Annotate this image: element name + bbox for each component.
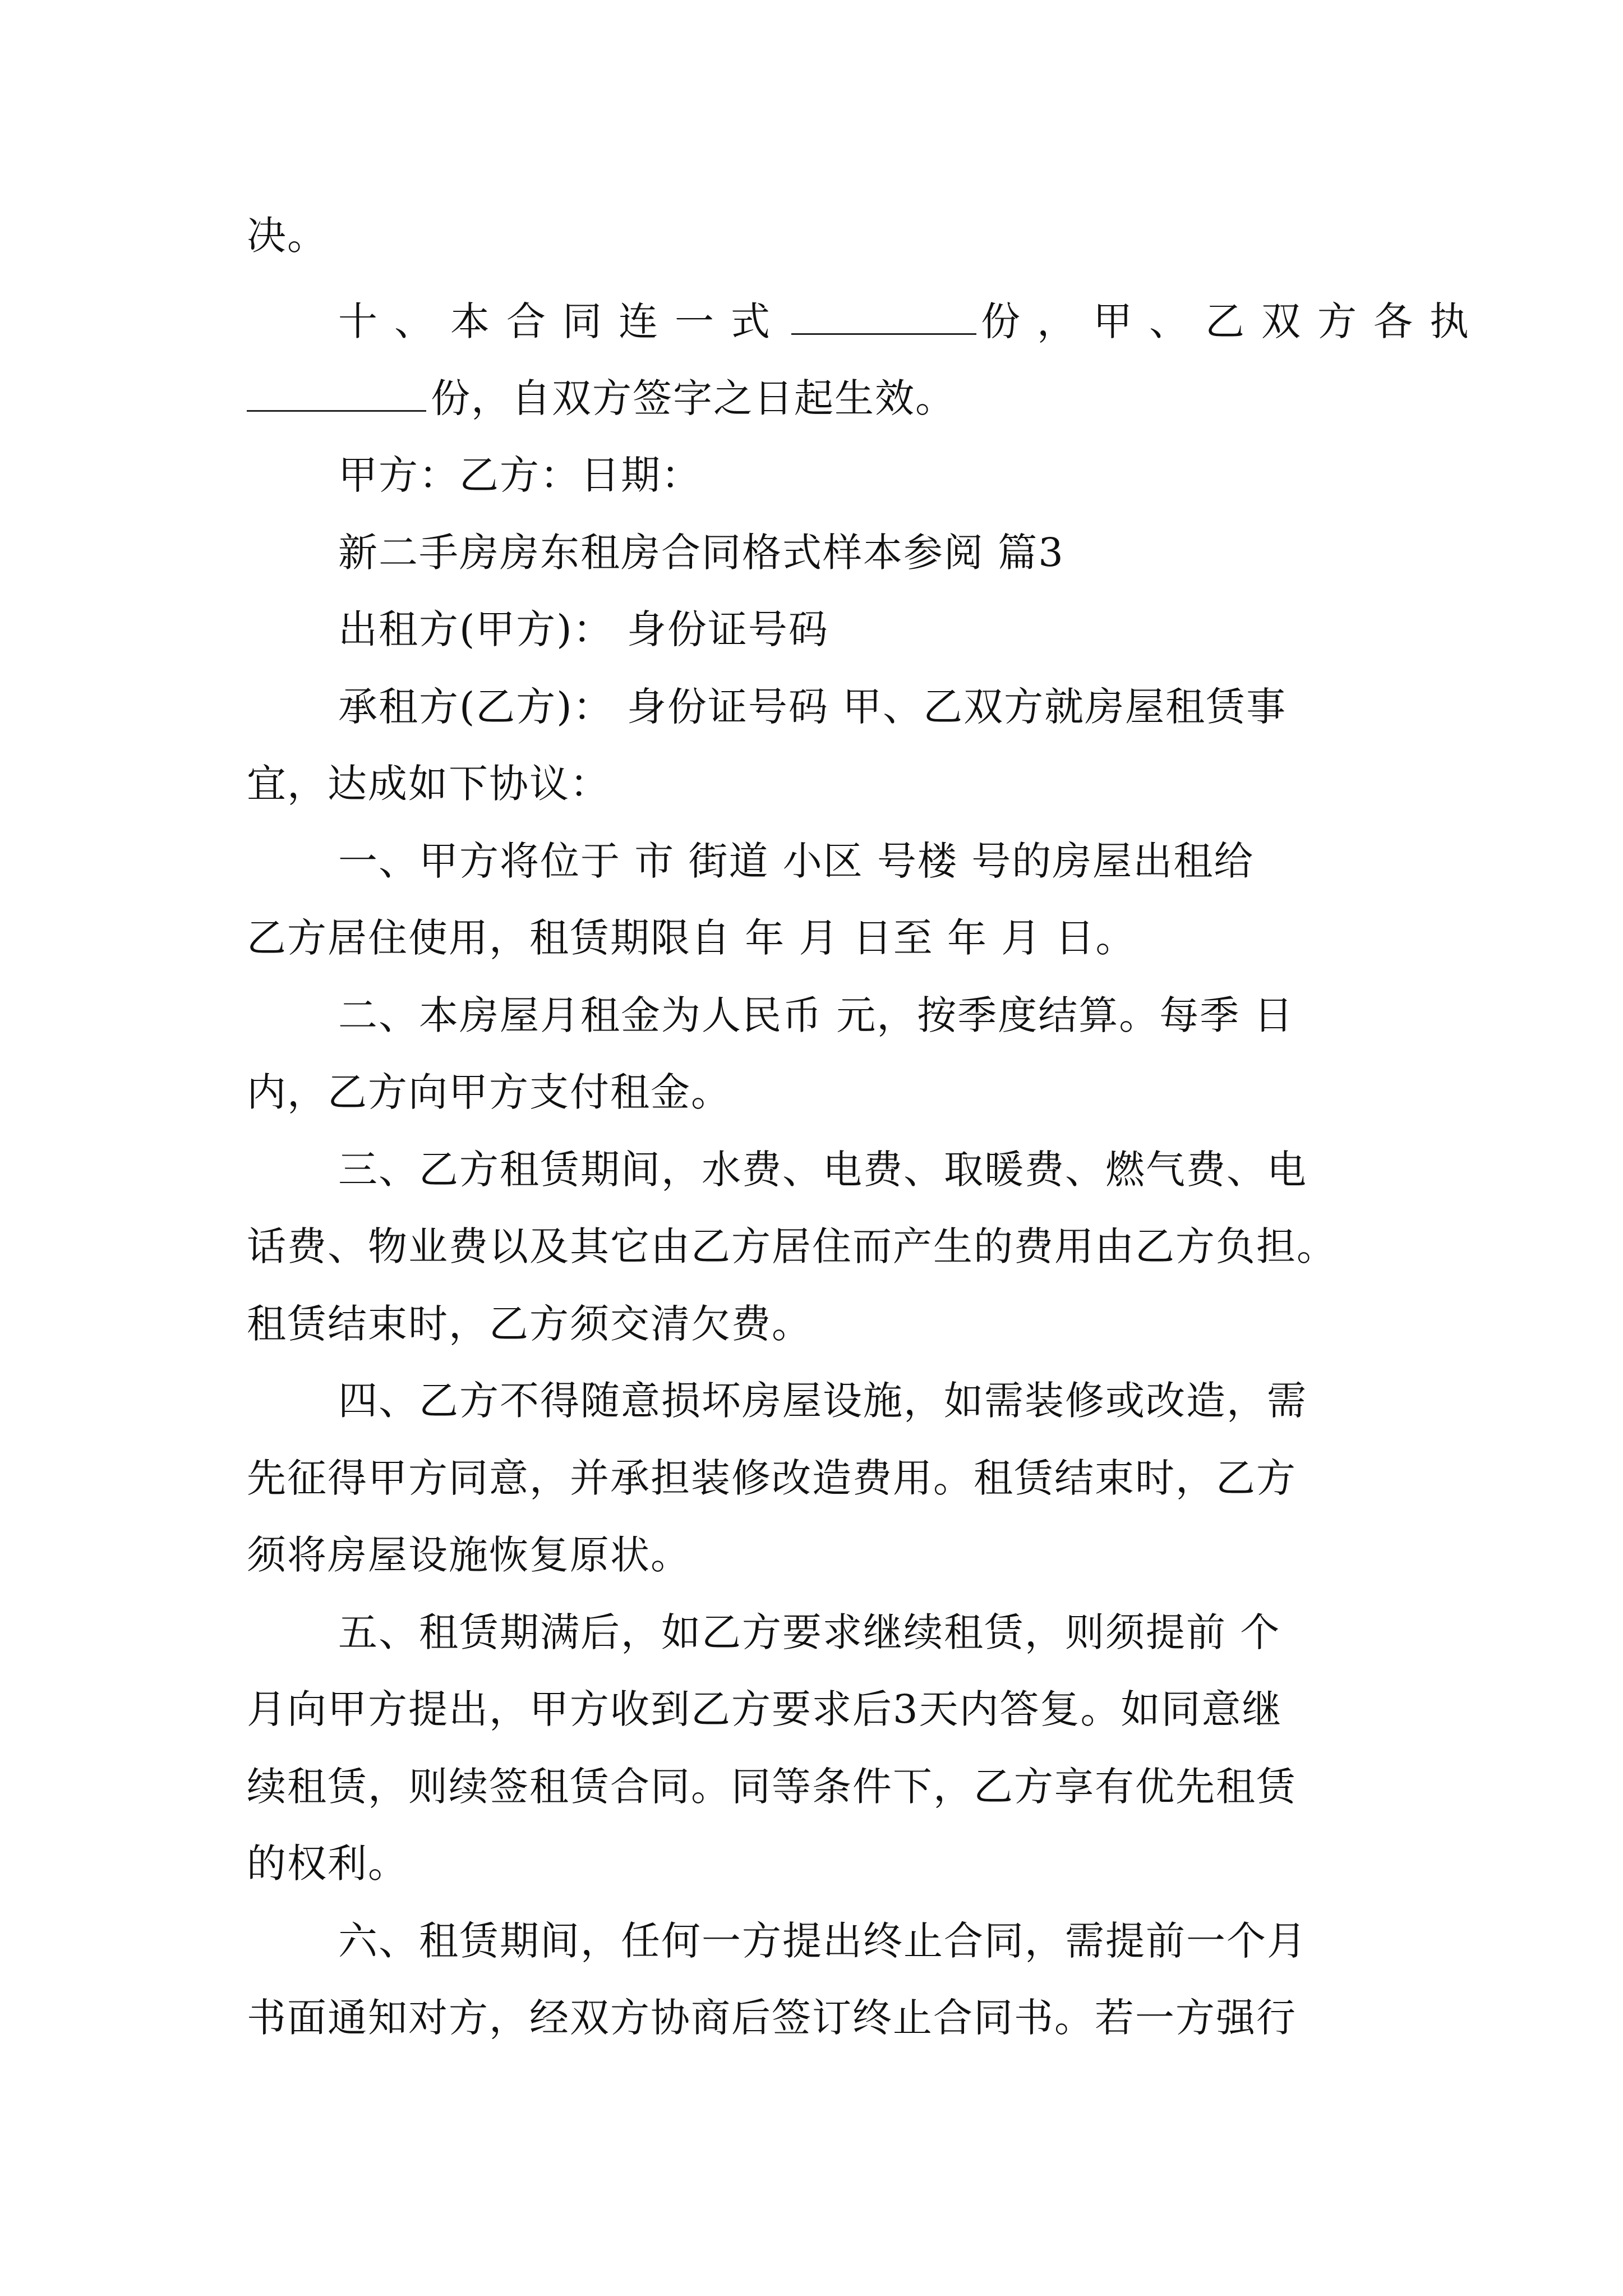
paragraph-line: 乙方居住使用，租赁期限自 年 月 日至 年 月 日。 bbox=[247, 915, 1136, 961]
paragraph-line: 二、本房屋月租金为人民币 元，按季度结算。每季 日 bbox=[338, 992, 1294, 1038]
paragraph-line: 一、甲方将位于 市 街道 小区 号楼 号的房屋出租给 bbox=[338, 838, 1255, 884]
paragraph-line: 续租赁，则续签租赁合同。同等条件下，乙方享有优先租赁 bbox=[247, 1764, 1297, 1810]
clause-text: 份，甲、乙双方各执 bbox=[981, 298, 1486, 344]
clause-text: 十、本合同连一式 bbox=[338, 298, 787, 344]
paragraph-line bbox=[338, 296, 1486, 347]
paragraph-line: 出租方(甲方)： 身份证号码 bbox=[338, 606, 829, 652]
paragraph-line: 内，乙方向甲方支付租金。 bbox=[247, 1069, 731, 1115]
paragraph-line: 月向甲方提出，甲方收到乙方要求后3天内答复。如同意继 bbox=[247, 1686, 1283, 1732]
paragraph-line: 须将房屋设施恢复原状。 bbox=[247, 1532, 691, 1578]
paragraph-line: 话费、物业费以及其它由乙方居住而产生的费用由乙方负担。 bbox=[247, 1223, 1337, 1269]
paragraph-line: 五、租赁期满后，如乙方要求继续租赁，则须提前 个 bbox=[338, 1609, 1281, 1655]
blank-field bbox=[791, 298, 976, 335]
paragraph-line: 的权利。 bbox=[247, 1841, 408, 1887]
paragraph-line: 宜，达成如下协议： bbox=[247, 761, 610, 807]
paragraph-line: 承租方(乙方)： 身份证号码 甲、乙双方就房屋租赁事 bbox=[338, 684, 1287, 730]
paragraph-line: 四、乙方不得随意损坏房屋设施，如需装修或改造，需 bbox=[338, 1378, 1307, 1424]
signature-line: 甲方：乙方：日期： bbox=[338, 452, 702, 498]
paragraph-line: 决。 bbox=[247, 213, 328, 259]
paragraph-line: 先征得甲方同意，并承担装修改造费用。租赁结束时，乙方 bbox=[247, 1455, 1297, 1501]
section-title: 新二手房房东租房合同格式样本参阅 篇3 bbox=[338, 530, 1064, 576]
paragraph-line: 书面通知对方，经双方协商后签订终止合同书。若一方强行 bbox=[247, 1995, 1297, 2041]
paragraph-line bbox=[247, 373, 1380, 424]
paragraph-line: 租赁结束时，乙方须交清欠费。 bbox=[247, 1301, 812, 1347]
clause-text: 份，自双方签字之日起生效。 bbox=[431, 375, 956, 421]
paragraph-line: 三、乙方租赁期间，水费、电费、取暖费、燃气费、电 bbox=[338, 1147, 1307, 1193]
paragraph-line: 六、租赁期间，任何一方提出终止合同，需提前一个月 bbox=[338, 1918, 1307, 1964]
blank-field bbox=[247, 375, 426, 412]
